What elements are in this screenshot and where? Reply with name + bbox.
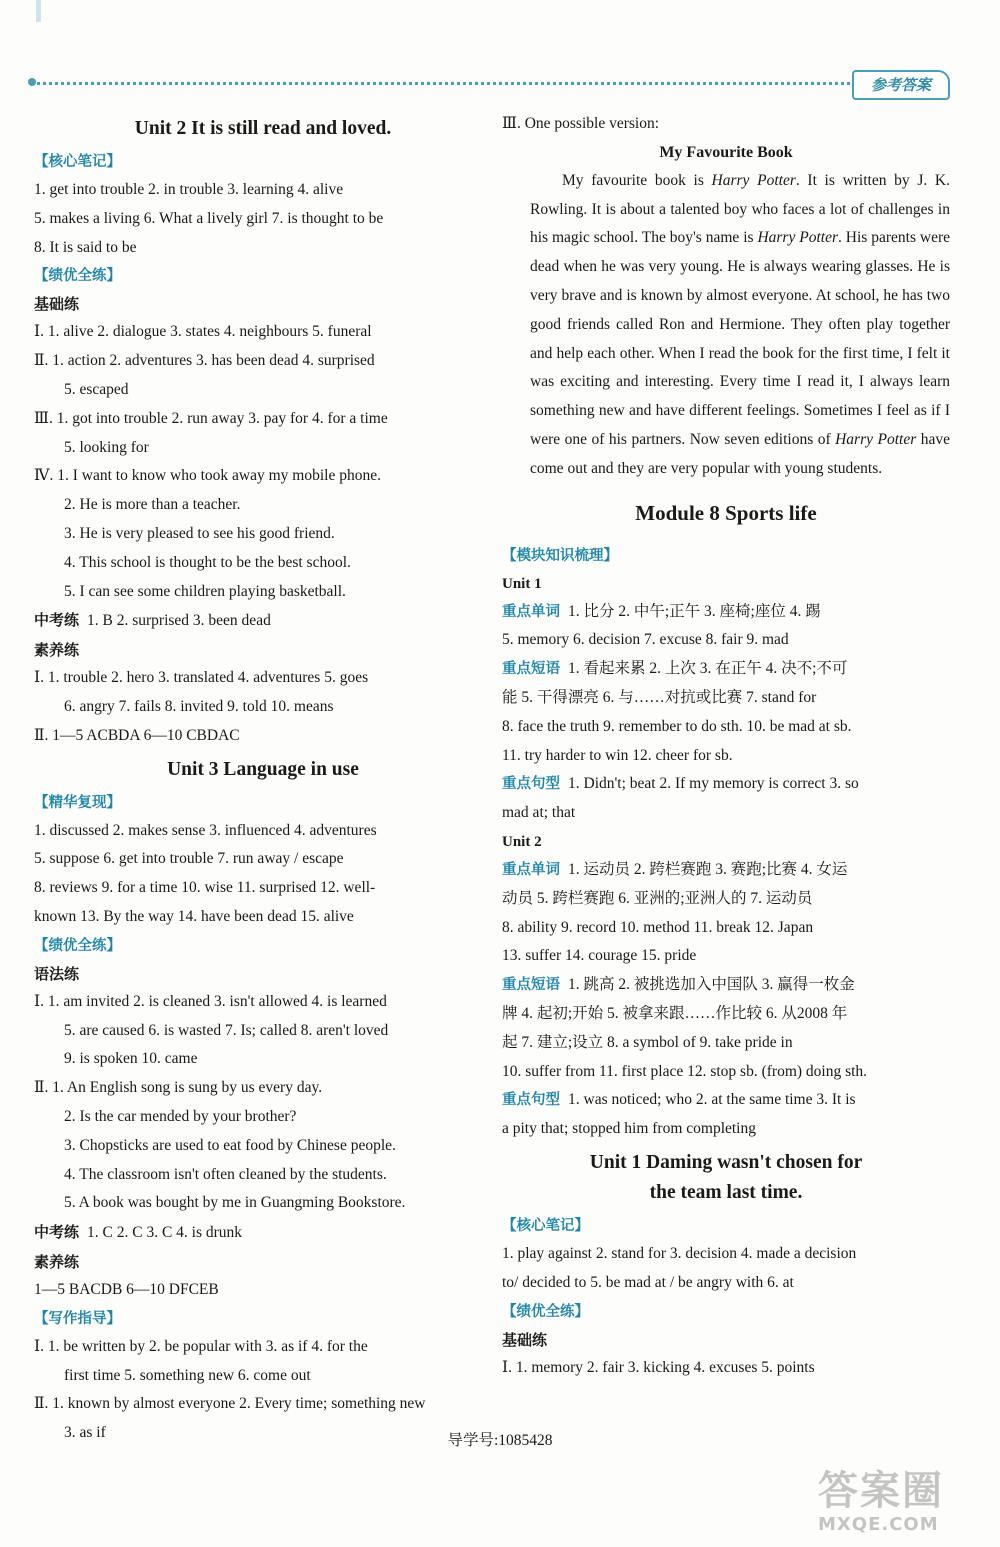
- inline-label: 中考练: [34, 611, 80, 630]
- unit-heading: Unit 1 Daming wasn't chosen for: [589, 1151, 863, 1173]
- answer-line: Ⅱ. 1. An English song is sung by us every day.: [34, 1079, 323, 1097]
- answer-line: 8. It is said to be: [34, 238, 137, 256]
- answer-line: Ⅱ. 1—5 ACBDA 6—10 CBDAC: [34, 726, 240, 744]
- inline-label: 中考练: [34, 1223, 80, 1242]
- watermark-url: MXQE.COM: [818, 1514, 939, 1535]
- answer-line: Ⅱ. 1. action 2. adventures 3. has been dead 4. surprised: [34, 352, 375, 370]
- answer-line: 5. are caused 6. is wasted 7. Is; called 8. aren't loved: [64, 1021, 389, 1039]
- answer-line: 5. looking for: [64, 438, 149, 456]
- answer-line: 13. suffer 14. courage 15. pride: [502, 947, 697, 965]
- inline-answers: 1. 运动员 2. 跨栏赛跑 3. 赛跑;比赛 4. 女运: [568, 860, 848, 878]
- exercise-label: 素养练: [34, 1252, 80, 1271]
- inline-answers: 1. 跳高 2. 被挑选加入中国队 3. 赢得一枚金: [568, 976, 855, 994]
- inline-label: 重点单词: [502, 603, 560, 620]
- answer-line: 5. memory 6. decision 7. excuse 8. fair 9. mad: [502, 631, 789, 649]
- unit-subheading: Unit 1: [502, 575, 542, 592]
- answer-line-labeled: [502, 971, 950, 1000]
- section-tag: 【核心笔记】: [34, 154, 121, 170]
- answer-line: 3. Chopsticks are used to eat food by Chinese people.: [64, 1136, 396, 1154]
- watermark-logo-text: 答案圈: [818, 1468, 944, 1514]
- inline-label: 重点句型: [502, 776, 560, 793]
- unit-subheading: Unit 2: [502, 833, 542, 850]
- answer-line: 8. face the truth 9. remember to do sth. 10. be mad at sb.: [502, 717, 852, 735]
- section-tag: 【绩优全练】: [34, 937, 121, 954]
- inline-label: 重点短语: [502, 977, 560, 994]
- answer-line: Ⅱ. 1. known by almost everyone 2. Every time; something new: [34, 1395, 426, 1413]
- page-footer-code: 导学号:1085428: [447, 1432, 553, 1449]
- section-tag: 【模块知识梳理】: [502, 547, 618, 564]
- section-tag: 【核心笔记】: [502, 1217, 589, 1234]
- answer-line-labeled: [34, 606, 492, 636]
- answer-line: 2. He is more than a teacher.: [64, 496, 241, 514]
- answer-line: 6. angry 7. fails 8. invited 9. told 10. means: [64, 697, 334, 715]
- answer-line-labeled: [502, 770, 950, 799]
- answer-line: 9. is spoken 10. came: [64, 1050, 198, 1068]
- answer-line: 11. try harder to win 12. cheer for sb.: [502, 746, 733, 764]
- answer-line: 1. get into trouble 2. in trouble 3. learning 4. alive: [34, 181, 344, 198]
- section-tag: 【绩优全练】: [34, 268, 121, 285]
- answer-line: Ⅰ. 1. be written by 2. be popular with 3. as if 4. for the: [34, 1337, 368, 1355]
- header-dotted-rule: [30, 82, 850, 85]
- answer-line: Ⅳ. 1. I want to know who took away my mobile phone.: [34, 467, 381, 485]
- answer-line: 1. discussed 2. makes sense 3. influenced 4. adventures: [34, 821, 377, 839]
- answer-line: 1. play against 2. stand for 3. decision 4. made a decision: [502, 1244, 857, 1262]
- answer-line: first time 5. something new 6. come out: [64, 1366, 311, 1384]
- answer-line: 5. suppose 6. get into trouble 7. run away / escape: [34, 850, 344, 868]
- section-tag: 【精华复现】: [34, 794, 121, 811]
- inline-label: 重点句型: [502, 1092, 560, 1109]
- exercise-label: 基础练: [502, 1330, 548, 1349]
- answer-line-labeled: [34, 1218, 492, 1248]
- answer-line: 能 5. 干得漂亮 6. 与……对抗或比赛 7. stand for: [502, 688, 817, 706]
- answer-line-labeled: [502, 655, 950, 684]
- answer-line: 牌 4. 起初;开始 5. 被拿来跟……作比较 6. 从2008 年: [502, 1004, 848, 1022]
- right-column: [502, 110, 950, 1382]
- exercise-label: 素养练: [34, 641, 80, 660]
- answer-line: 动员 5. 跨栏赛跑 6. 亚洲的;亚洲人的 7. 运动员: [502, 889, 813, 907]
- answer-line: 5. I can see some children playing basketball.: [64, 582, 346, 600]
- essay-body: [502, 167, 950, 484]
- section-tag: 【写作指导】: [34, 1310, 121, 1327]
- header-answer-tag: 参考答案: [852, 70, 950, 100]
- inline-answers: 1. was noticed; who 2. at the same time 3. It is: [568, 1091, 856, 1109]
- unit-heading-continued: the team last time.: [649, 1181, 803, 1203]
- answer-line: 10. suffer from 11. first place 12. stop sb. (from) doing sth.: [502, 1062, 868, 1080]
- inline-answers: 1. B 2. surprised 3. been dead: [87, 612, 271, 630]
- answer-line: 4. This school is thought to be the best school.: [64, 553, 351, 571]
- essay-intro: Ⅲ. One possible version:: [502, 115, 660, 132]
- inline-answers: 1. Didn't; beat 2. If my memory is correct 3. so: [568, 775, 859, 793]
- answer-line: mad at; that: [502, 804, 576, 822]
- inline-answers: 1. 看起来累 2. 上次 3. 在正午 4. 决不;不可: [568, 660, 848, 678]
- left-column: [34, 110, 492, 1448]
- answer-line: a pity that; stopped him from completing: [502, 1120, 756, 1138]
- answer-line-labeled: [502, 856, 950, 885]
- answer-line-labeled: [502, 1086, 950, 1115]
- essay-paragraph: My favourite book is Harry Potter. It is written by J. K. Rowling. It is about a talented boy who faces a lot of challenges in his magic school. The boy's name is Harry Potter. His parents were dead when he was very young. He is always wearing glasses. He is very brave and is known by almost everyone. At school, he has two good friends called Ron and Hermione. They often play together and help each other. When I read the book for the first time, I felt it was exciting and interesting. Every time I read it, I always learn something new and have different feelings. Sometimes I feel as if I were one of his partners. Now seven editions of Harry Potter have come out and they are very popular with young students.: [530, 171, 950, 477]
- right-answers: [502, 496, 950, 1383]
- answer-line: 3. as if: [64, 1424, 106, 1442]
- answer-line: Ⅰ. 1. alive 2. dialogue 3. states 4. neighbours 5. funeral: [34, 323, 372, 341]
- answer-line: known 13. By the way 14. have been dead 15. alive: [34, 907, 354, 925]
- answer-line: 起 7. 建立;设立 8. a symbol of 9. take pride in: [502, 1033, 793, 1051]
- answer-line: 2. Is the car mended by your brother?: [64, 1107, 297, 1125]
- answer-line: 4. The classroom isn't often cleaned by the students.: [64, 1165, 387, 1183]
- edge-mark: [36, 0, 41, 22]
- unit-heading: Unit 2 It is still read and loved.: [134, 118, 392, 139]
- exercise-label: 语法练: [34, 964, 80, 983]
- answer-line: 1—5 BACDB 6—10 DFCEB: [34, 1280, 219, 1298]
- section-tag: 【绩优全练】: [502, 1303, 589, 1320]
- answer-line: 3. He is very pleased to see his good friend.: [64, 524, 335, 542]
- answer-line: 8. reviews 9. for a time 10. wise 11. surprised 12. well-: [34, 879, 376, 897]
- answer-line-labeled: [502, 598, 950, 627]
- unit-heading: Unit 3 Language in use: [167, 758, 359, 780]
- answer-line: Ⅰ. 1. trouble 2. hero 3. translated 4. adventures 5. goes: [34, 669, 369, 687]
- site-watermark: [818, 1468, 988, 1544]
- inline-label: 重点短语: [502, 661, 560, 678]
- inline-answers: 1. C 2. C 3. C 4. is drunk: [87, 1224, 243, 1242]
- answer-line: 5. A book was bought by me in Guangming Bookstore.: [64, 1194, 406, 1212]
- exercise-label: 基础练: [34, 295, 80, 314]
- answer-line: Ⅰ. 1. am invited 2. is cleaned 3. isn't allowed 4. is learned: [34, 992, 387, 1010]
- answer-line: Ⅲ. 1. got into trouble 2. run away 3. pay for 4. for a time: [34, 409, 388, 427]
- module-heading: Module 8 Sports life: [635, 500, 817, 525]
- inline-label: 重点单词: [502, 861, 560, 878]
- answer-line: 5. makes a living 6. What a lively girl 7. is thought to be: [34, 209, 384, 227]
- essay-title: My Favourite Book: [659, 143, 793, 161]
- answer-line: 5. escaped: [64, 380, 129, 398]
- answer-line: Ⅰ. 1. memory 2. fair 3. kicking 4. excuses 5. points: [502, 1358, 815, 1376]
- inline-answers: 1. 比分 2. 中午;正午 3. 座椅;座位 4. 踢: [568, 602, 821, 620]
- answer-line: to/ decided to 5. be mad at / be angry with 6. at: [502, 1273, 794, 1291]
- answer-line: 8. ability 9. record 10. method 11. break 12. Japan: [502, 918, 814, 936]
